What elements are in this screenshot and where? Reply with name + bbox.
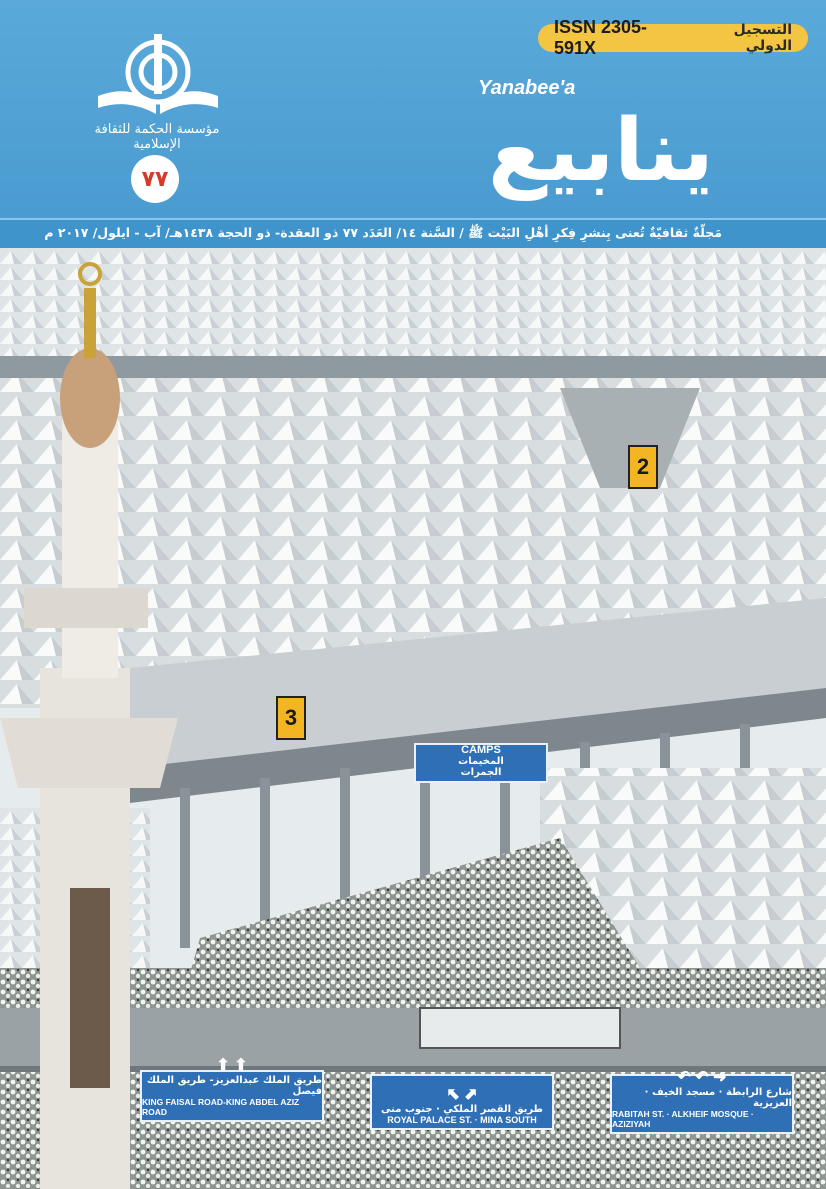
camps-sign: CAMPS المخيمات الجمرات	[414, 743, 548, 783]
issn-number: ISSN 2305-591X	[554, 17, 648, 58]
gate-marker-3: 3	[276, 696, 306, 740]
mina-tents-scene	[0, 248, 826, 1189]
issue-number-badge: ٧٧	[131, 155, 179, 203]
institution-name: مؤسسة الحكمة للثقافة الإسلامية	[94, 122, 220, 152]
tagline-strip	[0, 218, 826, 248]
arrow-uturn-icon: ↶ ↶ ➜	[677, 1069, 727, 1086]
issn-badge	[538, 17, 808, 58]
latin-title: Yanabee'a	[478, 77, 576, 99]
tagline: مَجلّةٌ ثقافيّةٌ تُعنى بِنشرِ فِكرِ أهْلِ البَيْت ﷺ / السَّنة ١٤/ العَدَد ٧٧ ذو العقدة- ذو الحجة ١٤٣٨هـ/ آب - ايلول/ ٢٠١٧ م	[44, 224, 722, 240]
arabic-title: ينابيع	[488, 101, 714, 201]
arrow-diagonal-icon: ⬉ ⬈	[446, 1086, 478, 1103]
issn-label: التسجيل الدولي	[733, 22, 792, 54]
road-sign-royal: ⬉ ⬈ طريق القصر الملكي · جنوب منى ROYAL PALACE ST. · MINA SOUTH	[370, 1074, 554, 1130]
cover-photo	[0, 248, 826, 1189]
cover-header	[0, 0, 826, 218]
road-sign-king: ⬆ ⬆ طريق الملك عبدالعزيز- طريق الملك فيصل KING FAISAL ROAD-KING ABDEL AZIZ ROAD	[140, 1070, 324, 1122]
institution-logo-icon	[92, 30, 224, 126]
gate-marker-2: 2	[628, 445, 658, 489]
road-sign-rabitah: ↶ ↶ ➜ شارع الرابطة · مسجد الخيف · العزيزية RABITAH ST. · ALKHEIF MOSQUE · AZIZIYAH	[610, 1074, 794, 1134]
arrow-up-icon: ⬆ ⬆	[216, 1057, 248, 1074]
